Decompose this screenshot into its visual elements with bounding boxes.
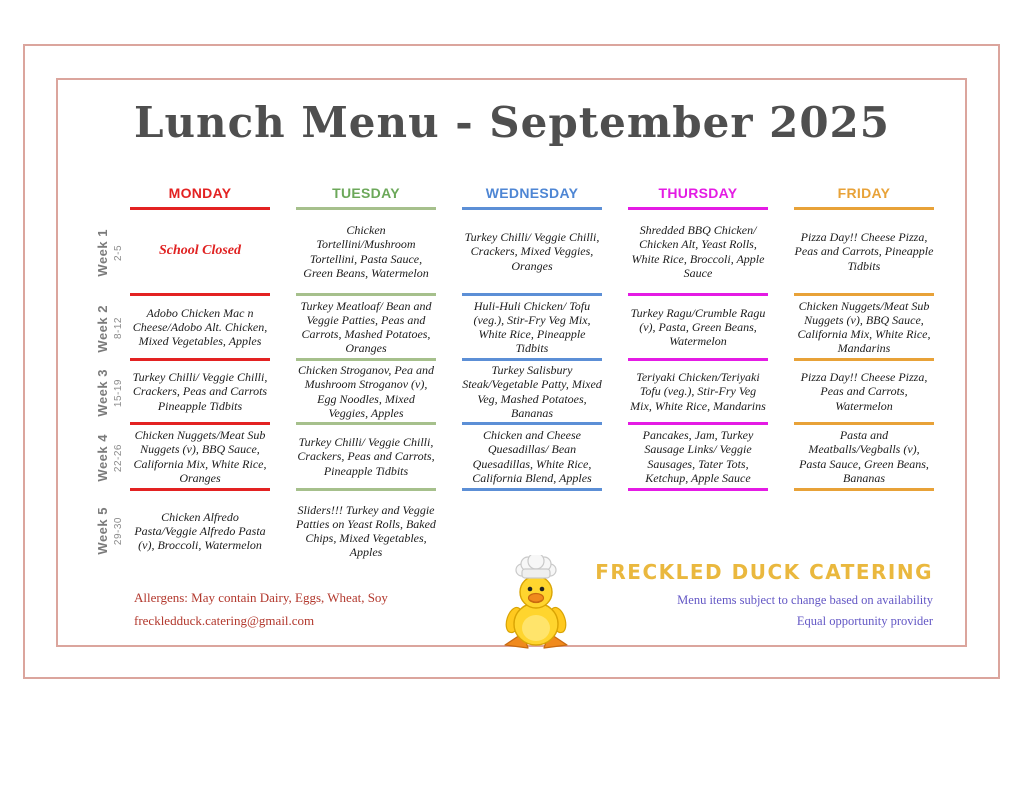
meal-text: Turkey Chilli/ Veggie Chilli, Crackers, Peas and Carrots Pineapple Tidbits xyxy=(132,370,268,413)
week-dates: 15-19 xyxy=(112,378,124,408)
meal-text: Turkey Chilli/ Veggie Chilli, Crackers, Peas and Carrots, Pineapple Tidbits xyxy=(297,435,435,478)
meal-text: Chicken Tortellini/Mushroom Tortellini, Pasta Sauce, Green Beans, Watermelon xyxy=(303,223,429,280)
meal-cell xyxy=(794,296,934,361)
meal-cell xyxy=(462,425,602,491)
meal-text: Pizza Day!! Cheese Pizza, Peas and Carrots, Watermelon xyxy=(800,370,928,413)
week-dates: 29-30 xyxy=(112,516,124,546)
day-header-tuesday: TUESDAY xyxy=(296,184,436,210)
meal-text: Chicken and Cheese Quesadillas/ Bean Quesadillas, White Rice, California Blend, Apples xyxy=(472,428,592,485)
meal-text: Pancakes, Jam, Turkey Sausage Links/ Veggie Sausages, Tater Tots, Ketchup, Apple Sauce xyxy=(642,428,754,485)
meal-cell xyxy=(794,210,934,296)
week-name: Week 2 xyxy=(94,304,110,353)
meal-cell xyxy=(130,210,270,296)
meal-cell xyxy=(794,425,934,491)
day-header-thursday: THURSDAY xyxy=(628,184,768,210)
meal-text: Turkey Salisbury Steak/Vegetable Patty, Mixed Veg, Mashed Potatoes, Bananas xyxy=(462,363,602,420)
week-label xyxy=(88,210,130,296)
week-name: Week 3 xyxy=(94,369,110,417)
meal-text: Chicken Alfredo Pasta/Veggie Alfredo Pasta (v), Broccoli, Watermelon xyxy=(134,509,266,553)
meal-text: Adobo Chicken Mac n Cheese/Adobo Alt. Chicken, Mixed Vegetables, Apples xyxy=(132,305,268,349)
meal-cell xyxy=(794,361,934,425)
equal-opportunity-note: Equal opportunity provider xyxy=(796,614,933,628)
week-name: Week 4 xyxy=(94,434,110,482)
meal-cell xyxy=(296,296,436,361)
allergens-note: Allergens: May contain Dairy, Eggs, Wheat, Soy xyxy=(134,590,388,605)
meal-cell xyxy=(130,296,270,361)
meal-cell xyxy=(130,361,270,425)
meal-cell xyxy=(296,425,436,491)
meal-text: Chicken Nuggets/Meat Sub Nuggets (v), BBQ Sauce, California Mix, White Rice, Oranges xyxy=(133,428,267,485)
meal-text: Pasta and Meatballs/Vegballs (v), Pasta Sauce, Green Beans, Bananas xyxy=(799,428,929,485)
meal-cell xyxy=(462,210,602,296)
contact-email: freckledduck.catering@gmail.com xyxy=(134,613,315,628)
meal-cell xyxy=(628,296,768,361)
meal-text: Turkey Meatloaf/ Bean and Veggie Patties, Peas and Carrots, Mashed Potatoes, Oranges xyxy=(300,298,432,356)
meal-cell xyxy=(628,425,768,491)
week-label xyxy=(88,425,130,491)
brand-block xyxy=(513,560,933,635)
meal-cell xyxy=(296,210,436,296)
week-label xyxy=(88,361,130,425)
week-dates: 22-26 xyxy=(112,443,124,473)
meal-text: Pizza Day!! Cheese Pizza, Peas and Carrots, Pineapple Tidbits xyxy=(794,230,934,273)
meal-text: Chicken Stroganov, Pea and Mushroom Stroganov (v), Egg Noodles, Mixed Veggies, Apples xyxy=(298,363,434,420)
allergens-block xyxy=(134,590,388,636)
meal-text: Turkey Chilli/ Veggie Chilli, Crackers, Mixed Veggies, Oranges xyxy=(464,230,600,273)
meal-cell xyxy=(628,361,768,425)
meal-cell-empty xyxy=(628,491,768,571)
day-header-wednesday: WEDNESDAY xyxy=(462,184,602,210)
week-label xyxy=(88,296,130,361)
meal-text: Huli-Huli Chicken/ Tofu (veg.), Stir-Fry Veg Mix, White Rice, Pineapple Tidbits xyxy=(473,298,591,356)
day-header-monday: MONDAY xyxy=(130,184,270,210)
page-title: Lunch Menu - September 2025 xyxy=(133,98,890,147)
meal-text: Sliders!!! Turkey and Veggie Patties on Yeast Rolls, Baked Chips, Mixed Vegetables, Apples xyxy=(296,502,436,560)
week-name: Week 1 xyxy=(94,229,110,277)
table-corner xyxy=(88,184,130,210)
meal-text: Chicken Nuggets/Meat Sub Nuggets (v), BBQ Sauce, California Mix, White Rice, Mandarins xyxy=(797,298,931,356)
meal-cell xyxy=(628,210,768,296)
meal-cell xyxy=(130,491,270,571)
meal-text: Teriyaki Chicken/Teriyaki Tofu (veg.), Stir-Fry Veg Mix, White Rice, Mandarins xyxy=(630,370,766,413)
meal-text: Shredded BBQ Chicken/ Chicken Alt, Yeast Rolls, White Rice, Broccoli, Apple Sauce xyxy=(631,223,765,280)
meal-cell-empty xyxy=(794,491,934,571)
meal-cell xyxy=(296,491,436,571)
week-dates: 2-5 xyxy=(112,245,124,261)
meal-cell xyxy=(462,296,602,361)
menu-table xyxy=(88,184,934,571)
week-dates: 8-12 xyxy=(112,317,124,340)
week-name: Week 5 xyxy=(94,507,110,555)
meal-cell xyxy=(296,361,436,425)
meal-cell xyxy=(462,361,602,425)
week-label xyxy=(88,491,130,571)
meal-text: Turkey Ragu/Crumble Ragu (v), Pasta, Green Beans, Watermelon xyxy=(630,305,766,349)
meal-text: School Closed xyxy=(158,243,242,259)
brand-name: FRECKLED DUCK CATERING xyxy=(595,560,933,584)
availability-note: Menu items subject to change based on availability xyxy=(677,593,933,607)
meal-cell xyxy=(130,425,270,491)
day-header-friday: FRIDAY xyxy=(794,184,934,210)
